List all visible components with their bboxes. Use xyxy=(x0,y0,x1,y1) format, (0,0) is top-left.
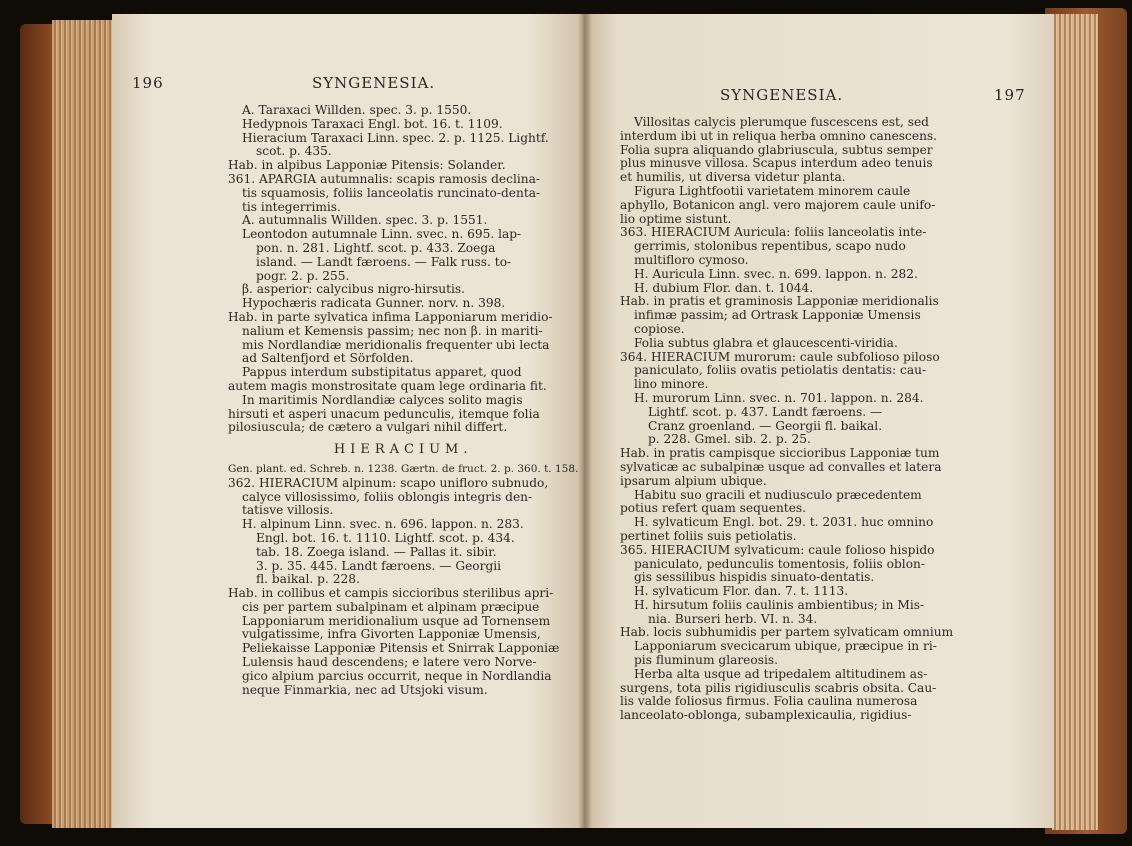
text-line: Folia subtus glabra et glaucescenti-viridia. xyxy=(634,335,898,350)
text-line: neque Finmarkia, nec ad Utsjoki visum. xyxy=(242,682,488,697)
text-line: nalium et Kemensis passim; nec non β. in mariti- xyxy=(242,323,543,338)
running-header-left: SYNGENESIA. xyxy=(312,74,436,92)
text-line: 3. p. 35. 445. Landt færoens. — Georgii xyxy=(256,558,502,573)
text-line: Folia supra aliquando glabriuscula, subtus semper xyxy=(620,142,933,157)
text-line: infimæ passim; ad Ortrask Lapponiæ Umensis xyxy=(634,308,921,323)
text-line: 363. HIERACIUM Auricula: foliis lanceolatis inte- xyxy=(620,225,927,240)
text-line: gico alpium parcius occurrit, neque in Nordlandia xyxy=(242,668,552,683)
text-line: Lulensis haud descendens; e latere vero Norve- xyxy=(242,655,537,670)
text-line: tab. 18. Zoega island. — Pallas it. sibir. xyxy=(256,544,497,559)
text-line: aphyllo, Botanicon angl. vero majorem caule unifo- xyxy=(620,197,936,212)
text-line: Peliekaisse Lapponiæ Pitensis et Snirrak Lapponiæ xyxy=(242,641,560,656)
right-page-edges xyxy=(1052,14,1098,830)
text-line: surgens, tota pilis rigidiusculis scabris obsita. Cau- xyxy=(620,680,937,695)
text-line: Cranz groenland. — Georgii fl. baikal. xyxy=(648,418,883,433)
text-line: Figura Lightfootii varietatem minorem caule xyxy=(634,183,911,198)
text-line: β. asperior: calycibus nigro-hirsutis. xyxy=(242,282,466,297)
text-line: A. Taraxaci Willden. spec. 3. p. 1550. xyxy=(242,103,472,117)
text-line: 361. APARGIA autumnalis: scapis ramosis declina- xyxy=(228,171,540,186)
text-line: ipsarum alpium ubique. xyxy=(620,473,767,488)
text-line: H. murorum Linn. svec. n. 701. lappon. n. 284. xyxy=(634,390,924,405)
text-line: pon. n. 281. Lightf. scot. p. 433. Zoega xyxy=(256,240,496,255)
text-line: sylvaticæ ac subalpinæ usque ad convalles et latera xyxy=(620,459,942,474)
text-line: Leontodon autumnale Linn. svec. n. 695. lap- xyxy=(242,227,522,242)
text-line: cis per partem subalpinam et alpinam præcipue xyxy=(242,599,540,614)
text-line: autem magis monstrositate quam lege ordinaria fit. xyxy=(228,378,547,393)
text-line: tatisve villosis. xyxy=(242,503,334,518)
text-line: mis Nordlandiæ meridionalis frequenter ubi lecta xyxy=(242,337,550,352)
text-line: scot. p. 435. xyxy=(256,144,332,159)
text-line: nia. Burseri herb. VI. n. 34. xyxy=(648,611,818,626)
text-line: calyce villosissimo, foliis oblongis integris den- xyxy=(242,489,533,504)
text-line: Lightf. scot. p. 437. Landt færoens. — xyxy=(648,404,883,419)
text-line: H. alpinum Linn. svec. n. 696. lappon. n. 283. xyxy=(242,517,524,532)
right-page-text xyxy=(620,116,953,723)
text-line: Hab. locis subhumidis per partem sylvaticam omnium xyxy=(620,625,954,640)
text-line: paniculato, pedunculis tomentosis, foliis oblon- xyxy=(634,556,926,571)
text-line: multifloro cymoso. xyxy=(634,252,749,267)
text-line: HIERACIUM. xyxy=(333,442,473,458)
text-line: pilosiuscula; de cætero a vulgari nihil differt. xyxy=(228,420,508,435)
text-line: Hab. in parte sylvatica infima Lapponiarum meridio- xyxy=(228,309,553,324)
text-line: island. — Landt færoens. — Falk russ. to- xyxy=(256,254,512,269)
text-line: Hab. in pratis et graminosis Lapponiæ meridionalis xyxy=(620,294,939,309)
text-line: 364. HIERACIUM murorum: caule subfolioso piloso xyxy=(620,349,940,364)
text-line: vulgatissime, infra Givorten Lapponiæ Umensis, xyxy=(242,627,541,642)
running-header-right: SYNGENESIA. xyxy=(720,86,844,104)
text-line: pogr. 2. p. 255. xyxy=(256,268,350,283)
text-line: Engl. bot. 16. t. 1110. Lightf. scot. p. 434. xyxy=(256,530,515,545)
text-line: Habitu suo gracili et nudiusculo præcedentem xyxy=(634,487,922,502)
text-line: Lapponiarum meridionalium usque ad Tornensem xyxy=(242,613,551,628)
text-line: plus minusve villosa. Scapus interdum adeo tenuis xyxy=(620,156,933,171)
book-gutter xyxy=(578,14,592,828)
text-line: lio optime sistunt. xyxy=(620,211,732,226)
right-page xyxy=(584,14,1054,828)
text-line: H. sylvaticum Flor. dan. 7. t. 1113. xyxy=(634,584,849,599)
text-line: gerrimis, stolonibus repentibus, scapo nudo xyxy=(634,239,906,254)
text-line: Pappus interdum substipitatus apparet, quod xyxy=(242,365,522,380)
text-line: H. sylvaticum Engl. bot. 29. t. 2031. huc omnino xyxy=(634,515,934,530)
text-line: H. dubium Flor. dan. t. 1044. xyxy=(634,280,814,295)
text-line: H. hirsutum foliis caulinis ambientibus; in Mis- xyxy=(634,597,925,612)
text-line: H. Auricula Linn. svec. n. 699. lappon. n. 282. xyxy=(634,266,918,281)
text-line: lanceolato-oblonga, subamplexicaulia, rigidius- xyxy=(620,708,912,723)
text-line: 362. HIERACIUM alpinum: scapo unifloro subnudo, xyxy=(228,475,549,490)
text-line: Lapponiarum svecicarum ubique, præcipue in ri- xyxy=(634,639,937,654)
text-line: paniculato, foliis ovatis petiolatis dentatis: cau- xyxy=(634,363,927,378)
text-line: tis squamosis, foliis lanceolatis runcinato-denta- xyxy=(242,185,541,200)
text-line: Hypochæris radicata Gunner. norv. n. 398. xyxy=(242,296,506,311)
text-line: lis valde foliosus firmus. Folia caulina numerosa xyxy=(620,694,918,709)
text-line: pertinet foliis suis petiolatis. xyxy=(620,528,797,543)
text-line: 365. HIERACIUM sylvaticum: caule folioso hispido xyxy=(620,542,935,557)
text-line: fl. baikal. p. 228. xyxy=(256,572,360,587)
text-line: p. 228. Gmel. sib. 2. p. 25. xyxy=(648,432,811,447)
text-line: copiose. xyxy=(634,321,685,336)
text-line: A. autumnalis Willden. spec. 3. p. 1551. xyxy=(242,213,488,228)
text-line: lino minore. xyxy=(634,377,709,392)
text-line: potius refert quam sequentes. xyxy=(620,501,807,516)
text-line: Hab. in collibus et campis siccioribus sterilibus apri- xyxy=(228,586,554,601)
left-page xyxy=(112,14,586,828)
text-line: In maritimis Nordlandiæ calyces solito magis xyxy=(242,392,523,407)
left-page-text xyxy=(228,104,578,697)
text-line: Hab. in alpibus Lapponiæ Pitensis: Solander. xyxy=(228,158,506,173)
text-line: et humilis, ut diversa videtur planta. xyxy=(620,170,846,185)
text-line: Gen. plant. ed. Schreb. n. 1238. Gærtn. de fruct. 2. p. 360. t. 158. xyxy=(228,462,579,475)
text-line: Herba alta usque ad tripedalem altitudinem as- xyxy=(634,666,928,681)
text-line: ad Saltenfjord et Sörfolden. xyxy=(242,351,414,366)
left-page-edges xyxy=(52,20,120,828)
text-line: Hedypnois Taraxaci Engl. bot. 16. t. 1109. xyxy=(242,116,503,131)
page-number-left: 196 xyxy=(132,74,164,92)
text-line: Hieracium Taraxaci Linn. spec. 2. p. 1125. Lightf. xyxy=(242,130,549,145)
text-line: Villositas calycis plerumque fuscescens est, sed xyxy=(634,115,929,129)
text-line: pis fluminum glareosis. xyxy=(634,653,779,668)
text-line: interdum ibi ut in reliqua herba omnino canescens. xyxy=(620,128,938,143)
text-line: gis sessilibus hispidis sinuato-dentatis. xyxy=(634,570,875,585)
page-number-right: 197 xyxy=(994,86,1026,104)
text-line: Hab. in pratis campisque siccioribus Lapponiæ tum xyxy=(620,446,940,461)
text-line: hirsuti et asperi unacum pedunculis, itemque folia xyxy=(228,406,540,421)
text-line: tis integerrimis. xyxy=(242,199,341,214)
